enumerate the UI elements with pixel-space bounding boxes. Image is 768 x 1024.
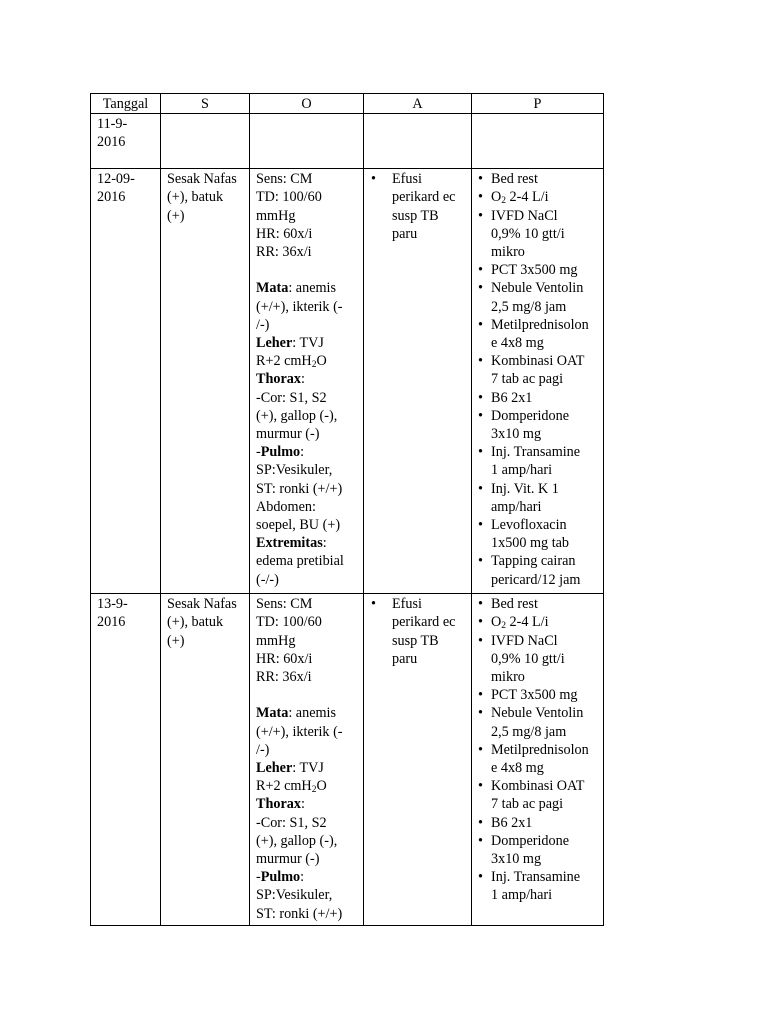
text-line (256, 704, 359, 722)
text-line (491, 850, 599, 868)
text-line: Sesak Nafas (167, 171, 237, 188)
text-line: perikard ec (392, 189, 456, 206)
text-line (491, 632, 599, 650)
text-run: R+2 cmH (256, 778, 312, 795)
text-line (491, 498, 599, 516)
text-run: RR: 36x/i (256, 669, 312, 686)
text-line: susp TB (392, 207, 439, 224)
subscript: 2 (311, 360, 317, 371)
text-run: PCT 3x500 mg (491, 687, 578, 704)
text-run: IVFD NaCl (491, 207, 558, 224)
assessment-cell (364, 114, 472, 169)
text-run: (+), gallop (-), (256, 407, 338, 424)
text-run: 3x10 mg (491, 426, 542, 443)
text-line (256, 188, 359, 206)
text-line (256, 832, 359, 850)
text-line (256, 461, 359, 479)
text-run: : TVJ (292, 335, 324, 352)
text-line (491, 443, 599, 461)
objective-cell (250, 114, 364, 169)
text-run: HR: 60x/i (256, 225, 313, 242)
text-run: Inj. Transamine (491, 444, 581, 461)
soap-table (90, 93, 604, 926)
list-item (478, 814, 599, 832)
text-run: /-) (256, 741, 270, 758)
text-run: amp/hari (491, 498, 542, 515)
text-run: TD: 100/60 (256, 189, 322, 206)
text-line (256, 370, 359, 388)
text-line (491, 480, 599, 498)
text-line: 13-9- (97, 596, 128, 613)
list-item (478, 279, 599, 315)
text-line (491, 571, 599, 589)
text-run: RR: 36x/i (256, 244, 312, 261)
subscript: 2 (501, 196, 506, 207)
text-run: Sens: CM (256, 596, 313, 613)
bold-label: Extremitas (256, 535, 323, 552)
text-run: e 4x8 mg (491, 335, 544, 352)
text-line (256, 534, 359, 552)
text-line (256, 207, 359, 225)
text-run: Inj. Transamine (491, 869, 581, 886)
text-line (491, 298, 599, 316)
text-run: Metilprednisolon (491, 316, 589, 333)
text-line: (+) (167, 632, 185, 649)
text-run: soepel, BU (+) (256, 517, 341, 534)
table-row (91, 114, 604, 169)
blank-line (256, 686, 359, 704)
text-line: 2016 (97, 189, 126, 206)
text-line (491, 461, 599, 479)
text-run: R+2 cmH (256, 353, 312, 370)
text-line (491, 613, 599, 631)
plan-cell (472, 169, 604, 594)
text-run: Bed rest (491, 171, 538, 188)
text-line (491, 316, 599, 334)
date-cell (91, 169, 161, 594)
text-line (256, 905, 359, 923)
text-line (491, 595, 599, 613)
list-item (478, 632, 599, 687)
text-line (256, 352, 359, 370)
text-run: O (491, 614, 502, 631)
text-line (491, 243, 599, 261)
text-line (491, 704, 599, 722)
header-row (91, 94, 604, 114)
text-line (491, 352, 599, 370)
text-run: (+/+), ikterik (- (256, 298, 343, 315)
list-item (478, 389, 599, 407)
subscript: 2 (311, 785, 317, 796)
bold-label: Thorax (256, 371, 301, 388)
text-run: : (322, 535, 327, 552)
table-row (91, 594, 604, 926)
text-run: IVFD NaCl (491, 632, 558, 649)
text-line (491, 668, 599, 686)
text-line (491, 686, 599, 704)
text-run: 1 amp/hari (491, 887, 553, 904)
text-line (256, 723, 359, 741)
text-line (256, 298, 359, 316)
text-line: Sesak Nafas (167, 596, 237, 613)
list-item (478, 613, 599, 631)
text-line (256, 279, 359, 297)
list-item (478, 686, 599, 704)
text-run: O (491, 189, 502, 206)
text-line (491, 170, 599, 188)
text-line (256, 334, 359, 352)
text-run: (+), gallop (-), (256, 832, 338, 849)
text-run: : (300, 444, 305, 461)
text-line (256, 516, 359, 534)
text-run: 2,5 mg/8 jam (491, 298, 567, 315)
text-run: HR: 60x/i (256, 650, 313, 667)
text-run: 2-4 L/i (506, 189, 549, 206)
text-run: Kombinasi OAT (491, 778, 585, 795)
text-line (491, 534, 599, 552)
list-item (478, 741, 599, 777)
list-item (478, 516, 599, 552)
text-run: 2,5 mg/8 jam (491, 723, 567, 740)
text-run: : TVJ (292, 760, 324, 777)
text-run: : (300, 869, 305, 886)
text-line (256, 571, 359, 589)
text-run: Sens: CM (256, 171, 313, 188)
text-run: 0,9% 10 gtt/i (491, 225, 565, 242)
bold-label: Thorax (256, 796, 301, 813)
text-line: 2016 (97, 614, 126, 631)
list-item (478, 868, 599, 904)
text-run: 3x10 mg (491, 851, 542, 868)
list-item (478, 777, 599, 813)
text-line (491, 886, 599, 904)
blank-line (256, 261, 359, 279)
text-line (491, 777, 599, 795)
text-line (256, 389, 359, 407)
text-line (256, 886, 359, 904)
text-run: - (256, 869, 261, 886)
text-run: Domperidone (491, 407, 570, 424)
text-line (256, 316, 359, 334)
list-item (370, 595, 467, 668)
objective-cell (250, 169, 364, 594)
text-line (256, 595, 359, 613)
text-line (256, 668, 359, 686)
text-run: O (316, 353, 327, 370)
text-line (491, 188, 599, 206)
text-run: /-) (256, 316, 270, 333)
text-run: e 4x8 mg (491, 760, 544, 777)
bold-label: Mata (256, 280, 289, 297)
text-line: (+), batuk (167, 189, 224, 206)
text-run: Kombinasi OAT (491, 353, 585, 370)
text-run: Domperidone (491, 832, 570, 849)
text-line (256, 850, 359, 868)
text-run: (+/+), ikterik (- (256, 723, 343, 740)
text-run: SP:Vesikuler, (256, 887, 333, 904)
text-run: O (316, 778, 327, 795)
text-line (256, 225, 359, 243)
text-line (491, 650, 599, 668)
text-line (256, 498, 359, 516)
list-item (478, 261, 599, 279)
text-run: Nebule Ventolin (491, 280, 584, 297)
text-run: Tapping cairan (491, 553, 576, 570)
text-line (256, 170, 359, 188)
text-line: perikard ec (392, 614, 456, 631)
text-run: Levofloxacin (491, 517, 567, 534)
text-run: TD: 100/60 (256, 614, 322, 631)
text-line (491, 279, 599, 297)
text-run: : (300, 371, 305, 388)
text-line (256, 613, 359, 631)
text-line (491, 425, 599, 443)
bold-label: Pulmo (260, 444, 301, 461)
text-line (491, 832, 599, 850)
subjective-cell (161, 114, 250, 169)
assessment-cell (364, 169, 472, 594)
header-tanggal: Tanggal (91, 94, 161, 114)
list-item (478, 352, 599, 388)
text-run: mmHg (256, 207, 296, 224)
text-run: : anemis (288, 705, 336, 722)
text-run: 1 amp/hari (491, 462, 553, 479)
text-run: pericard/12 jam (491, 571, 581, 588)
text-line (491, 741, 599, 759)
list-item (478, 407, 599, 443)
text-line (491, 814, 599, 832)
text-line (491, 225, 599, 243)
text-run: B6 2x1 (491, 814, 533, 831)
text-line (256, 759, 359, 777)
text-line: susp TB (392, 632, 439, 649)
text-line (256, 552, 359, 570)
assessment-cell (364, 594, 472, 926)
bold-label: Mata (256, 705, 289, 722)
list-item (478, 595, 599, 613)
list-item (478, 480, 599, 516)
text-line: 2016 (97, 134, 126, 151)
list-item (478, 316, 599, 352)
header-p: P (472, 94, 604, 114)
text-run: Metilprednisolon (491, 741, 589, 758)
text-run: 1x500 mg tab (491, 535, 570, 552)
text-run: 7 tab ac pagi (491, 371, 564, 388)
text-run: mikro (491, 244, 525, 261)
text-line (491, 723, 599, 741)
list-item (478, 552, 599, 588)
text-line: 11-9- (97, 116, 128, 133)
text-line (491, 407, 599, 425)
header-s: S (161, 94, 250, 114)
subjective-cell (161, 169, 250, 594)
text-line (491, 516, 599, 534)
date-cell (91, 594, 161, 926)
list-item (370, 170, 467, 243)
text-line (256, 480, 359, 498)
text-line (256, 868, 359, 886)
text-line: (+), batuk (167, 614, 224, 631)
text-line (256, 741, 359, 759)
list-item (478, 207, 599, 262)
text-run: ST: ronki (+/+) (256, 480, 343, 497)
list-item (478, 170, 599, 188)
text-run: PCT 3x500 mg (491, 262, 578, 279)
list-item (478, 443, 599, 479)
text-run: : (300, 796, 305, 813)
text-run: -Cor: S1, S2 (256, 814, 327, 831)
list-item (478, 188, 599, 206)
text-line (491, 759, 599, 777)
text-line (256, 243, 359, 261)
plan-list (478, 170, 599, 589)
text-line (256, 425, 359, 443)
bold-label: Leher (256, 760, 293, 777)
text-run: ST: ronki (+/+) (256, 905, 343, 922)
text-line (491, 207, 599, 225)
text-line: 12-09- (97, 171, 135, 188)
text-run: : anemis (288, 280, 336, 297)
text-line (491, 370, 599, 388)
text-line (491, 795, 599, 813)
text-line: (+) (167, 207, 185, 224)
text-run: mmHg (256, 632, 296, 649)
assessment-list (370, 595, 467, 668)
plan-list (478, 595, 599, 904)
text-run: Nebule Ventolin (491, 705, 584, 722)
text-run: (-/-) (256, 571, 279, 588)
plan-cell (472, 594, 604, 926)
table-row (91, 169, 604, 594)
text-run: B6 2x1 (491, 389, 533, 406)
subjective-cell (161, 594, 250, 926)
bold-label: Leher (256, 335, 293, 352)
text-line (491, 334, 599, 352)
text-line (256, 795, 359, 813)
text-run: 7 tab ac pagi (491, 796, 564, 813)
text-run: - (256, 444, 261, 461)
header-a: A (364, 94, 472, 114)
text-run: SP:Vesikuler, (256, 462, 333, 479)
text-line (491, 868, 599, 886)
text-line (491, 389, 599, 407)
plan-cell (472, 114, 604, 169)
text-run: murmur (-) (256, 426, 320, 443)
header-o: O (250, 94, 364, 114)
text-run: edema pretibial (256, 553, 344, 570)
text-line (256, 632, 359, 650)
text-line (256, 407, 359, 425)
text-line (491, 552, 599, 570)
text-line (256, 443, 359, 461)
bold-label: Pulmo (260, 869, 301, 886)
text-run: mikro (491, 669, 525, 686)
list-item (478, 832, 599, 868)
text-run: -Cor: S1, S2 (256, 389, 327, 406)
list-item (478, 704, 599, 740)
text-line (256, 650, 359, 668)
text-run: murmur (-) (256, 851, 320, 868)
text-run: Inj. Vit. K 1 (491, 480, 559, 497)
date-cell (91, 114, 161, 169)
subscript: 2 (501, 621, 506, 632)
text-line: paru (392, 650, 418, 667)
text-line: • Efusi (392, 171, 422, 188)
text-run: Bed rest (491, 596, 538, 613)
text-line (491, 261, 599, 279)
assessment-list (370, 170, 467, 243)
text-run: 2-4 L/i (506, 614, 549, 631)
text-line: • Efusi (392, 596, 422, 613)
text-line (256, 777, 359, 795)
text-run: 0,9% 10 gtt/i (491, 650, 565, 667)
text-run: Abdomen: (256, 498, 316, 515)
objective-cell (250, 594, 364, 926)
text-line: paru (392, 225, 418, 242)
text-line (256, 814, 359, 832)
